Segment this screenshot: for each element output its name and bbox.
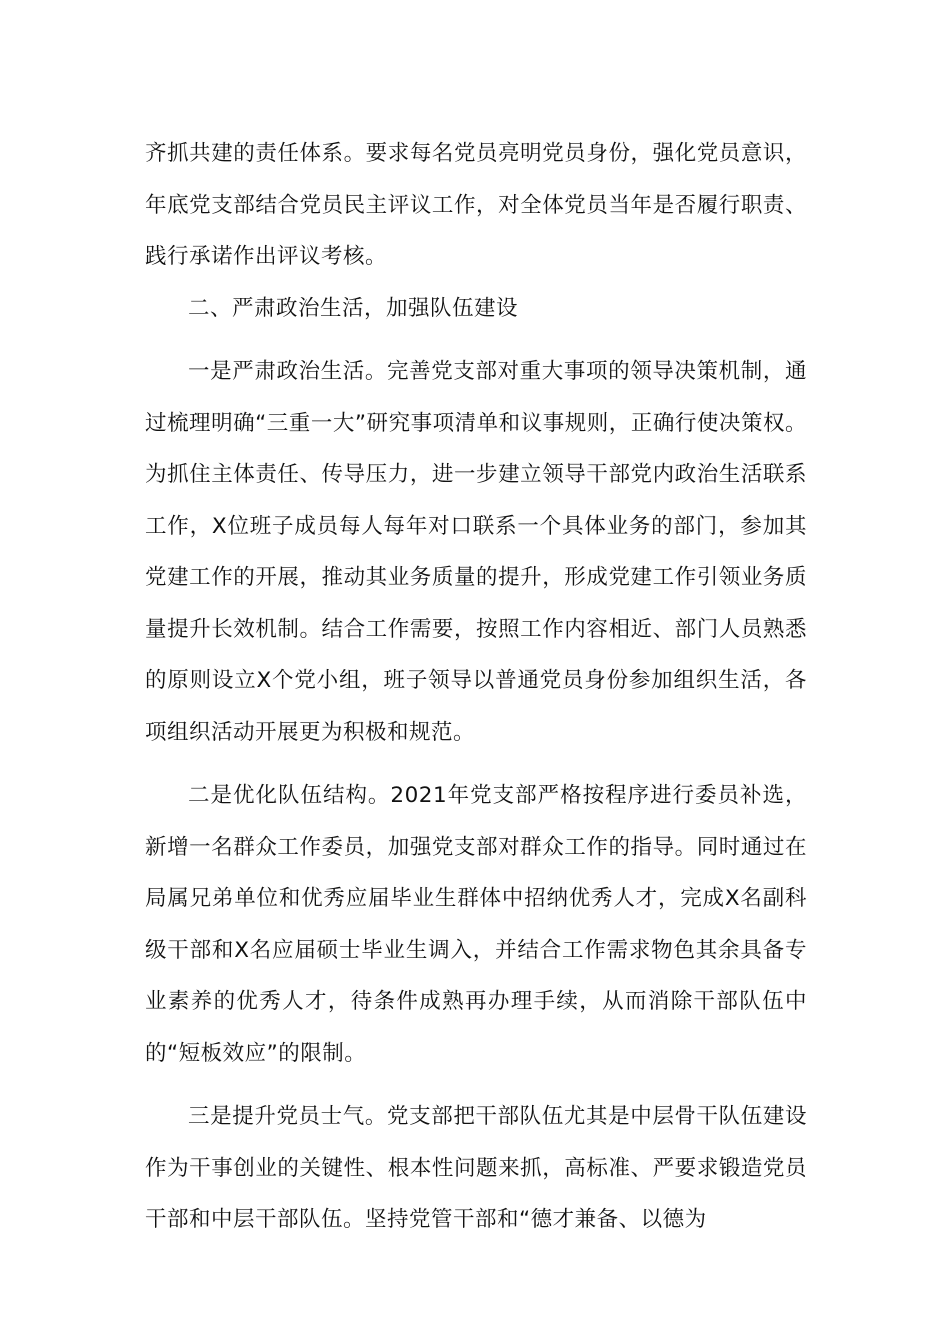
paragraph-morale: 三是提升党员士气。党支部把干部队伍尤其是中层骨干队伍建设作为干事创业的关键性、根本性问题来抓，高标准、严要求锻造党员干部和中层干部队伍。坚持党管干部和“德才兼备、以德为: [145, 1104, 807, 1232]
paragraph-team-structure: 二是优化队伍结构。2021年党支部严格按程序进行委员补选，新增一名群众工作委员，加强党支部对群众工作的指导。同时通过在局属兄弟单位和优秀应届毕业生群体中招纳优秀人才，完成X名副科级干部和X名应届硕士毕业生调入，并结合工作需求物色其余具备专业素养的优秀人才，待条件成熟再办理手续，从而消除干部队伍中的“短板效应”的限制。: [145, 783, 807, 1066]
section-heading: 二、严肃政治生活，加强队伍建设: [188, 295, 519, 321]
paragraph-political-life: 一是严肃政治生活。完善党支部对重大事项的领导决策机制，通过梳理明确“三重一大”研究事项清单和议事规则，正确行使决策权。为抓住主体责任、传导压力，进一步建立领导干部党内政治生活联系工作，X位班子成员每人每年对口联系一个具体业务的部门，参加其党建工作的开展，推动其业务质量的提升，形成党建工作引领业务质量提升长效机制。结合工作需要，按照工作内容相近、部门人员熟悉的原则设立X个党小组，班子领导以普通党员身份参加组织生活，各项组织活动开展更为积极和规范。: [145, 359, 807, 745]
paragraph-continuation: 齐抓共建的责任体系。要求每名党员亮明党员身份，强化党员意识，年底党支部结合党员民主评议工作，对全体党员当年是否履行职责、践行承诺作出评议考核。: [145, 141, 807, 269]
document-body: [145, 128, 807, 1246]
